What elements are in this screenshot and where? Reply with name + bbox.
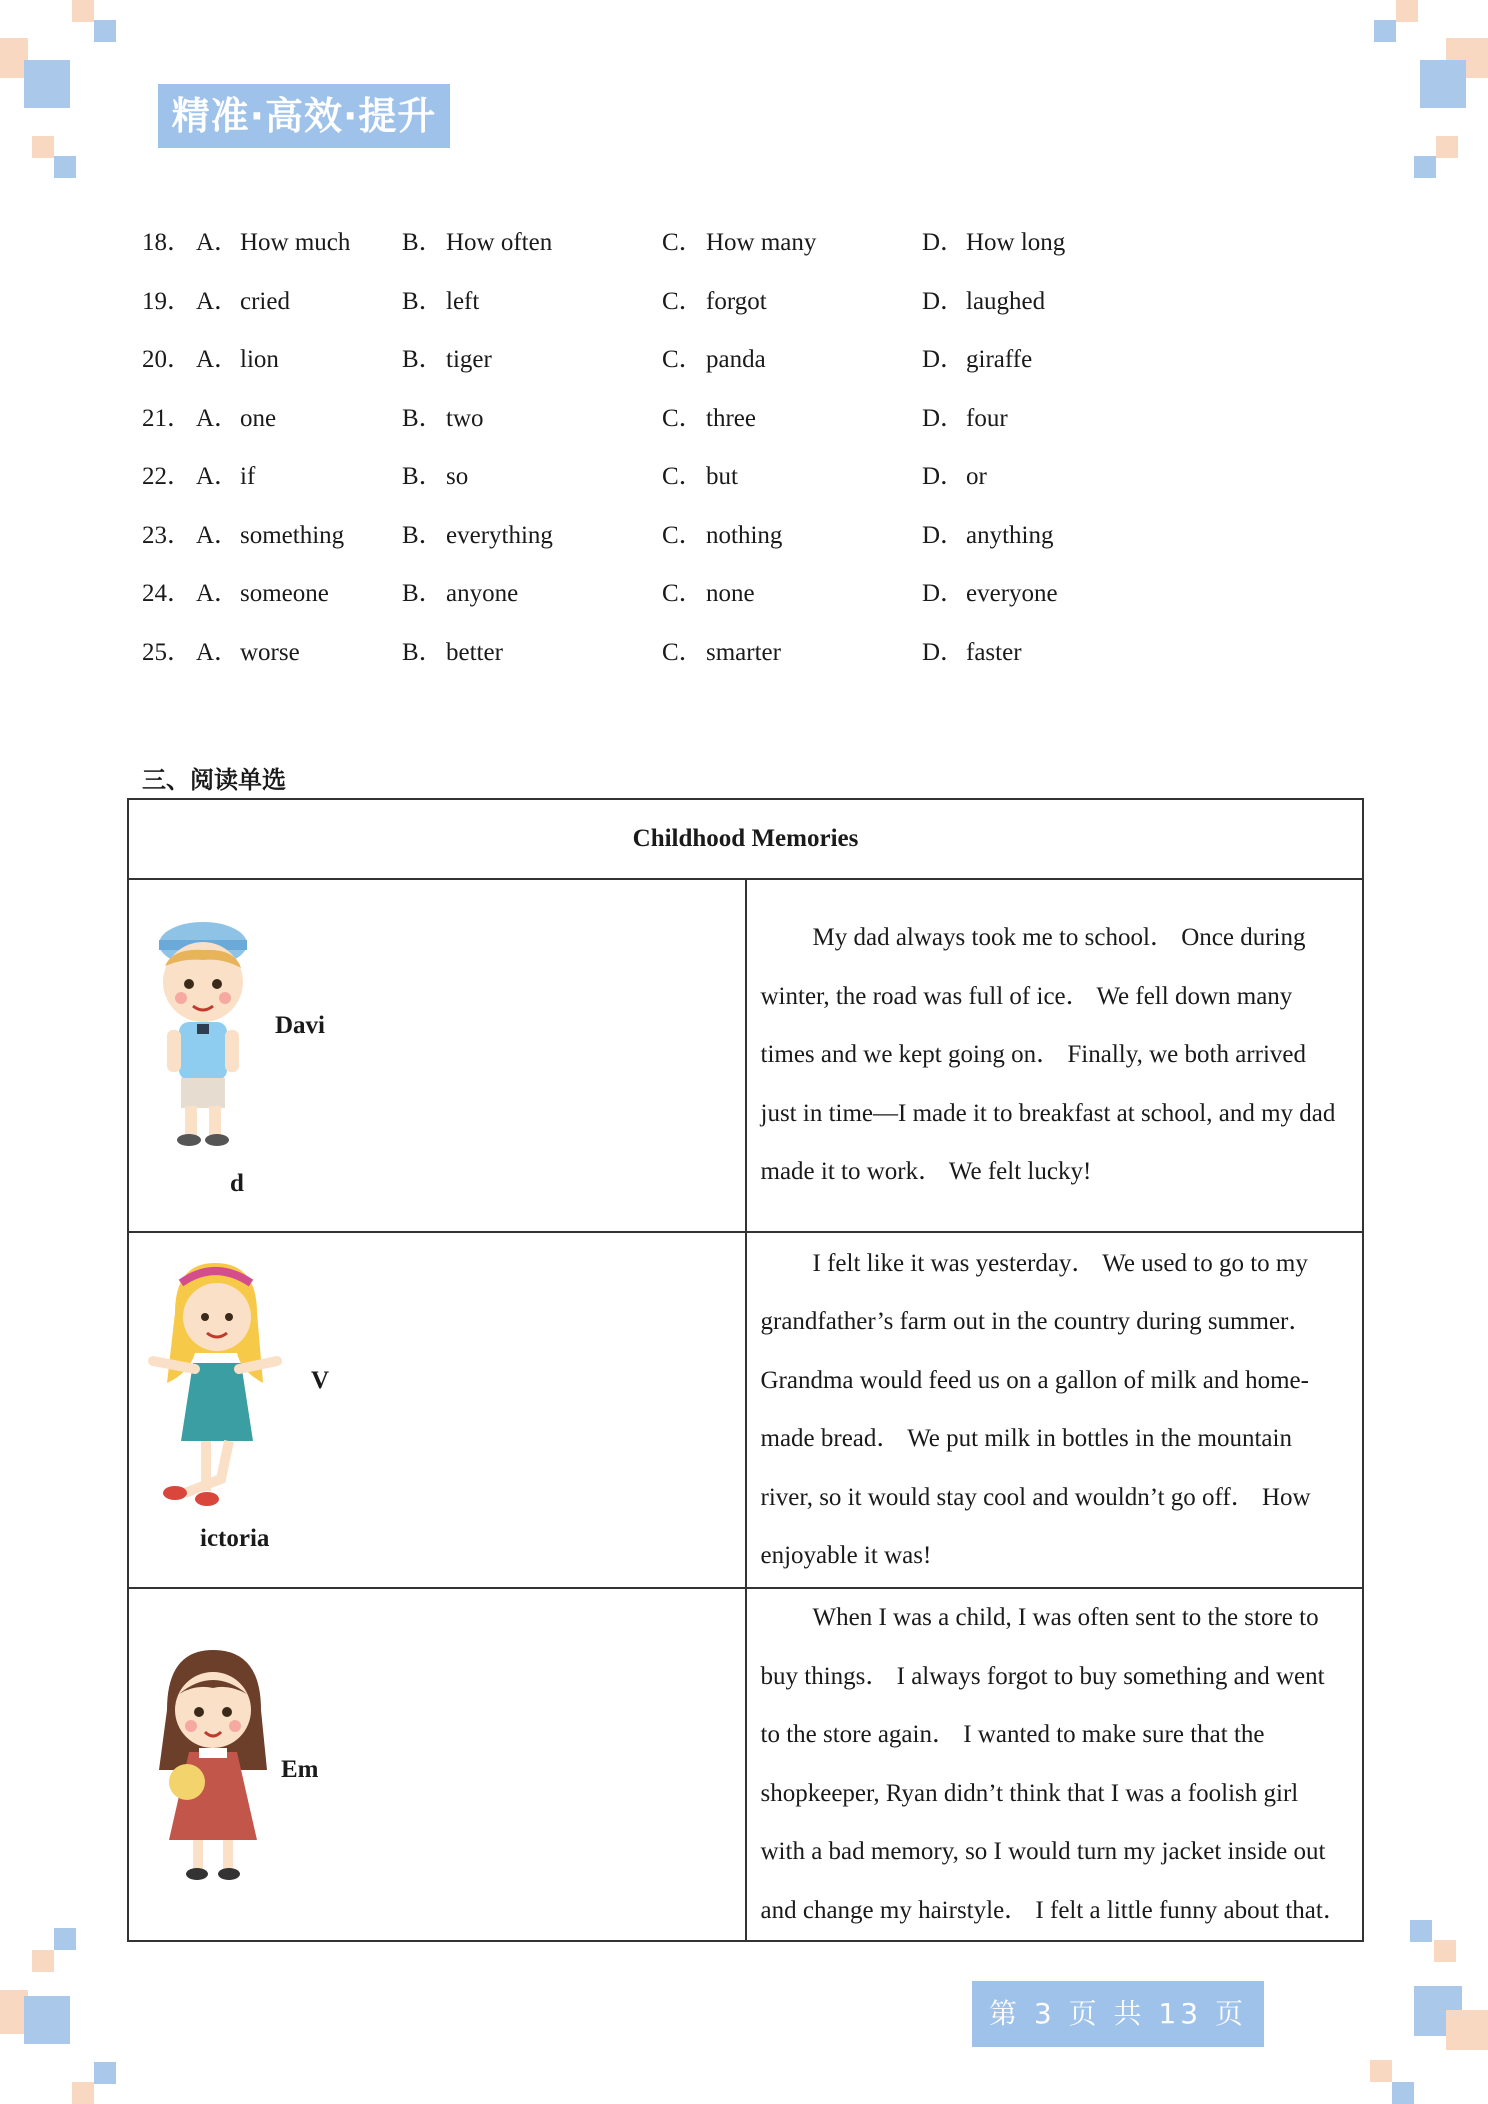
decor-square [24, 1996, 70, 2044]
table-row [128, 1588, 1363, 1941]
question-row [142, 222, 1142, 281]
table-row [128, 879, 1363, 1232]
decor-square [1436, 136, 1458, 158]
option-b[interactable]: B．two [402, 404, 484, 432]
girl-with-toy-illustration [149, 1640, 279, 1884]
option-c[interactable]: C．How many [662, 229, 817, 256]
decor-square [1396, 0, 1418, 22]
picture-cell [128, 879, 746, 1232]
option-a[interactable]: A．How much [196, 229, 351, 256]
boy-illustration [143, 914, 263, 1150]
story-text-cell [746, 1232, 1364, 1588]
decor-square [32, 1950, 54, 1972]
header-banner: 精准·高效·提升 [158, 84, 450, 148]
option-d[interactable]: D．everyone [922, 580, 1058, 607]
person-name: Em [281, 1756, 319, 1783]
option-d[interactable]: D．How long [922, 229, 1066, 256]
story-text-cell [746, 1588, 1364, 1941]
option-b[interactable]: B．better [402, 638, 503, 666]
option-c[interactable]: C．panda [662, 346, 766, 373]
option-d[interactable]: D．faster [922, 638, 1022, 666]
option-d[interactable]: D．or [922, 463, 987, 490]
question-list [142, 222, 1142, 690]
story-paragraph: I felt like it was yesterday． We used to go to my grandfather’s farm out in the country during summer． Grandma would feed us on a gallon of milk and home-made bread． We put milk in bottles in the mountain river, so it would stay cool and wouldn’t go off． How enjoyable it was! [760, 1249, 1314, 1569]
decor-square [94, 20, 116, 42]
reading-title: Childhood Memories [128, 799, 1363, 879]
reading-table [127, 798, 1364, 1942]
question-row [142, 456, 1142, 515]
story-text-cell [746, 879, 1364, 1232]
question-number: 25． [142, 638, 193, 666]
table-row [128, 1232, 1363, 1588]
question-row [142, 632, 1142, 691]
decor-square [54, 156, 76, 178]
girl-illustration [145, 1253, 285, 1515]
option-a[interactable]: A．lion [196, 346, 279, 373]
story-paragraph: When I was a child, I was often sent to the store to buy things． I always forgot to buy something and went to the store again． I wanted to make sure that the shopkeeper, Ryan didn’t think that I was a foolish girl with a bad memory, so I would turn my jacket inside out and change my hairstyle． I felt a little funny about that． [760, 1604, 1348, 1924]
question-row [142, 573, 1142, 632]
question-number: 18． [142, 229, 193, 256]
option-a[interactable]: A．cried [196, 287, 290, 315]
page-number-badge: 第 3 页 共 13 页 [972, 1981, 1264, 2047]
section-title: 三、阅读单选 [142, 766, 286, 794]
decor-square [72, 0, 94, 22]
story-paragraph: My dad always took me to school． Once during winter, the road was full of ice． We fell down many times and we kept going on． Finally, we both arrived just in time—I made it to breakfast at school, and my dad made it to work． We felt lucky! [760, 924, 1336, 1186]
option-d[interactable]: D．giraffe [922, 346, 1033, 373]
decor-square [72, 2082, 94, 2104]
decor-square [54, 1928, 76, 1950]
question-number: 19． [142, 287, 193, 315]
decor-square [1446, 2010, 1488, 2050]
option-c[interactable]: C．none [662, 580, 755, 607]
question-row [142, 398, 1142, 457]
option-a[interactable]: A．something [196, 521, 345, 549]
question-number: 24． [142, 580, 193, 607]
option-b[interactable]: B．so [402, 463, 469, 490]
question-number: 21． [142, 404, 193, 432]
option-c[interactable]: C．forgot [662, 287, 767, 315]
decor-square [1410, 1920, 1432, 1942]
person-name: V [311, 1367, 330, 1394]
option-b[interactable]: B．everything [402, 521, 553, 549]
option-b[interactable]: B．How often [402, 229, 553, 256]
option-d[interactable]: D．anything [922, 521, 1054, 549]
option-c[interactable]: C．three [662, 404, 756, 432]
decor-square [1392, 2082, 1414, 2104]
decor-square [1370, 2060, 1392, 2082]
question-row [142, 339, 1142, 398]
option-d[interactable]: D．laughed [922, 287, 1046, 315]
option-c[interactable]: C．nothing [662, 521, 783, 549]
person-name: d [230, 1170, 244, 1197]
picture-cell [128, 1588, 746, 1941]
decor-square [32, 136, 54, 158]
decor-square [24, 60, 70, 108]
decor-square [1434, 1940, 1456, 1962]
decor-square [1420, 60, 1466, 108]
question-number: 23． [142, 521, 193, 549]
question-number: 22． [142, 463, 193, 490]
picture-cell [128, 1232, 746, 1588]
question-row [142, 281, 1142, 340]
option-b[interactable]: B．anyone [402, 580, 519, 607]
option-a[interactable]: A．if [196, 463, 256, 490]
decor-square [94, 2062, 116, 2084]
decor-square [1374, 20, 1396, 42]
person-name: Davi [275, 1012, 325, 1039]
option-d[interactable]: D．four [922, 404, 1008, 432]
option-a[interactable]: A．one [196, 404, 277, 432]
option-b[interactable]: B．left [402, 287, 480, 315]
option-c[interactable]: C．smarter [662, 638, 781, 666]
person-name: ictoria [200, 1525, 270, 1552]
option-a[interactable]: A．worse [196, 638, 300, 666]
question-row [142, 515, 1142, 574]
decor-square [1414, 156, 1436, 178]
option-b[interactable]: B．tiger [402, 346, 492, 373]
option-a[interactable]: A．someone [196, 580, 329, 607]
option-c[interactable]: C．but [662, 463, 738, 490]
question-number: 20． [142, 346, 193, 373]
